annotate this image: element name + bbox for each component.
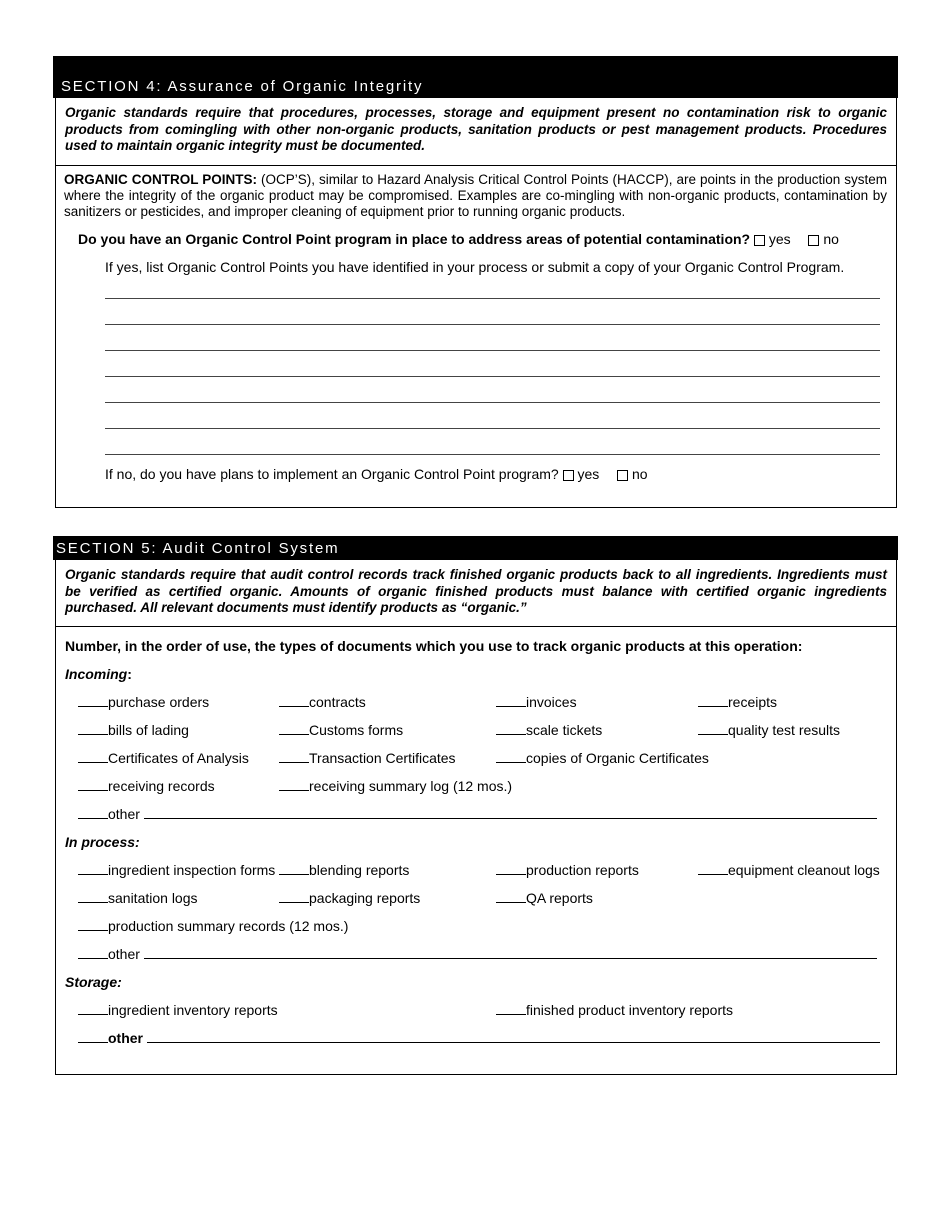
document-instruction: Number, in the order of use, the types of documents which you use to track organic products at this operation: — [65, 638, 803, 654]
doc-item-blending-reports[interactable] — [279, 862, 409, 878]
rank-blank[interactable] — [279, 750, 309, 763]
doc-label: Certificates of Analysis — [108, 750, 249, 766]
section-5-divider — [55, 626, 897, 627]
doc-item-scale-tickets[interactable] — [496, 722, 602, 738]
rank-blank[interactable] — [78, 778, 108, 791]
doc-item-customs-forms[interactable] — [279, 722, 403, 738]
doc-item-sanitation-logs[interactable] — [78, 890, 198, 906]
section-5-intro: Organic standards require that audit control records track finished organic products back to all ingredients. Ingredients must be verified as certified organic. Amounts of organic finished products must balance with certified organic ingredients purchased. All relevant documents must identify products as “organic.” — [65, 567, 887, 615]
doc-label: production summary records (12 mos.) — [108, 918, 349, 934]
ocp-no-checkbox[interactable] — [808, 235, 819, 246]
doc-label: ingredient inventory reports — [108, 1002, 278, 1018]
rank-blank[interactable] — [496, 862, 526, 875]
ocp-question: Do you have an Organic Control Point program in place to address areas of potential contamination? — [78, 231, 751, 247]
rank-blank[interactable] — [78, 1002, 108, 1015]
plans-no-checkbox[interactable] — [617, 470, 628, 481]
doc-item-packaging-reports[interactable] — [279, 890, 420, 906]
rank-blank[interactable] — [78, 750, 108, 763]
doc-item-receipts[interactable] — [698, 694, 777, 710]
if-yes-instruction: If yes, list Organic Control Points you have identified in your process or submit a copy of your Organic Control Program. — [105, 259, 845, 275]
doc-label: copies of Organic Certificates — [526, 750, 709, 766]
doc-label: receipts — [728, 694, 778, 710]
doc-item-quality-test-results[interactable] — [698, 722, 840, 738]
doc-item-qa-reports[interactable] — [496, 890, 593, 906]
doc-label: receiving summary log (12 mos.) — [309, 778, 513, 794]
section-4-intro: Organic standards require that procedures, processes, storage and equipment present no contamination risk to organic products from comingling with other non-organic products, sanitation products or pest management products. Procedures used to maintain organic integrity must be documented. — [65, 105, 887, 153]
other-fill-line[interactable] — [144, 946, 877, 959]
ocp-label: ORGANIC CONTROL POINTS: — [64, 172, 257, 187]
doc-label: other — [108, 946, 140, 962]
storage-heading: Storage: — [65, 974, 122, 990]
doc-label: packaging reports — [309, 890, 421, 906]
section-4-box — [55, 97, 897, 508]
in-process-heading: In process: — [65, 834, 140, 850]
doc-label: scale tickets — [526, 722, 603, 738]
ocp-no-label: no — [823, 231, 839, 247]
plans-yes-checkbox[interactable] — [563, 470, 574, 481]
doc-item-in-process-other[interactable] — [78, 946, 877, 962]
rank-blank[interactable] — [279, 778, 309, 791]
ocp-text: (OCP’S), similar to Hazard Analysis Critical Control Points (HACCP), are points in the production system where the integrity of the organic product may be compromised. Examples are co-mingling with non-organic products, contamination by sanitizers or pesticides, and improper cleaning of equipment prior to running organic products. — [64, 172, 887, 219]
doc-item-receiving-records[interactable] — [78, 778, 215, 794]
ocp-answer-line[interactable] — [105, 454, 880, 455]
doc-item-ingredient-inspection-forms[interactable] — [78, 862, 275, 878]
plans-no-label: no — [631, 466, 648, 482]
doc-label: quality test results — [728, 722, 841, 738]
if-no-row — [105, 466, 648, 482]
doc-label: bills of lading — [108, 722, 189, 738]
rank-blank[interactable] — [279, 722, 309, 735]
rank-blank[interactable] — [698, 862, 728, 875]
ocp-answer-line[interactable] — [105, 428, 880, 429]
rank-blank[interactable] — [496, 750, 526, 763]
section-4-divider — [55, 165, 897, 166]
doc-item-ingredient-inventory-reports[interactable] — [78, 1002, 278, 1018]
ocp-answer-line[interactable] — [105, 324, 880, 325]
rank-blank[interactable] — [78, 918, 108, 931]
ocp-answer-line[interactable] — [105, 402, 880, 403]
rank-blank[interactable] — [279, 694, 309, 707]
rank-blank[interactable] — [78, 946, 108, 959]
ocp-answer-line[interactable] — [105, 298, 880, 299]
rank-blank[interactable] — [496, 694, 526, 707]
doc-label: other — [108, 806, 140, 822]
doc-label: receiving records — [108, 778, 215, 794]
rank-blank[interactable] — [78, 890, 108, 903]
doc-item-purchase-orders[interactable] — [78, 694, 209, 710]
ocp-answer-line[interactable] — [105, 376, 880, 377]
doc-item-equipment-cleanout-logs[interactable] — [698, 862, 880, 878]
ocp-answer-line[interactable] — [105, 350, 880, 351]
other-fill-line[interactable] — [147, 1030, 880, 1043]
rank-blank[interactable] — [496, 1002, 526, 1015]
rank-blank[interactable] — [698, 722, 728, 735]
rank-blank[interactable] — [78, 806, 108, 819]
rank-blank[interactable] — [78, 1030, 108, 1043]
rank-blank[interactable] — [78, 694, 108, 707]
doc-label: equipment cleanout logs — [728, 862, 880, 878]
ocp-question-row — [78, 231, 839, 247]
doc-label: sanitation logs — [108, 890, 198, 906]
doc-item-incoming-other[interactable] — [78, 806, 877, 822]
doc-label: QA reports — [526, 890, 593, 906]
doc-label: ingredient inspection forms — [108, 862, 276, 878]
doc-label: finished product inventory reports — [526, 1002, 733, 1018]
doc-item-finished-product-inventory-reports[interactable] — [496, 1002, 733, 1018]
rank-blank[interactable] — [78, 862, 108, 875]
rank-blank[interactable] — [279, 890, 309, 903]
rank-blank[interactable] — [496, 722, 526, 735]
rank-blank[interactable] — [496, 890, 526, 903]
incoming-colon: : — [127, 666, 132, 682]
doc-label: Customs forms — [309, 722, 404, 738]
rank-blank[interactable] — [698, 694, 728, 707]
incoming-label: Incoming — [65, 666, 128, 682]
doc-item-receiving-summary-log[interactable] — [279, 778, 512, 794]
ocp-yes-label: yes — [768, 231, 791, 247]
doc-label: purchase orders — [108, 694, 210, 710]
doc-item-storage-other[interactable] — [78, 1030, 880, 1046]
ocp-yes-checkbox[interactable] — [754, 235, 765, 246]
doc-label: contracts — [309, 694, 366, 710]
section-5-header — [53, 536, 898, 560]
doc-item-invoices[interactable] — [496, 694, 577, 710]
rank-blank[interactable] — [279, 862, 309, 875]
doc-item-bills-of-lading[interactable] — [78, 722, 189, 738]
section-4-header — [53, 56, 898, 98]
section-4-title: SECTION 4: Assurance of Organic Integrity — [61, 78, 424, 95]
incoming-heading — [65, 666, 132, 682]
section-5-title: SECTION 5: Audit Control System — [56, 540, 340, 557]
doc-label: production reports — [526, 862, 639, 878]
doc-item-copies-of-organic-certificates[interactable] — [496, 750, 709, 766]
doc-label: blending reports — [309, 862, 410, 878]
doc-item-transaction-certificates[interactable] — [279, 750, 456, 766]
doc-item-contracts[interactable] — [279, 694, 366, 710]
doc-label: other — [108, 1030, 143, 1046]
ocp-paragraph — [64, 172, 887, 220]
doc-item-production-summary-records[interactable] — [78, 918, 348, 934]
doc-label: Transaction Certificates — [309, 750, 456, 766]
doc-item-production-reports[interactable] — [496, 862, 639, 878]
if-no-question: If no, do you have plans to implement an Organic Control Point program? — [105, 466, 559, 482]
rank-blank[interactable] — [78, 722, 108, 735]
other-fill-line[interactable] — [144, 806, 877, 819]
doc-item-certificates-of-analysis[interactable] — [78, 750, 249, 766]
plans-yes-label: yes — [577, 466, 600, 482]
doc-label: invoices — [526, 694, 577, 710]
